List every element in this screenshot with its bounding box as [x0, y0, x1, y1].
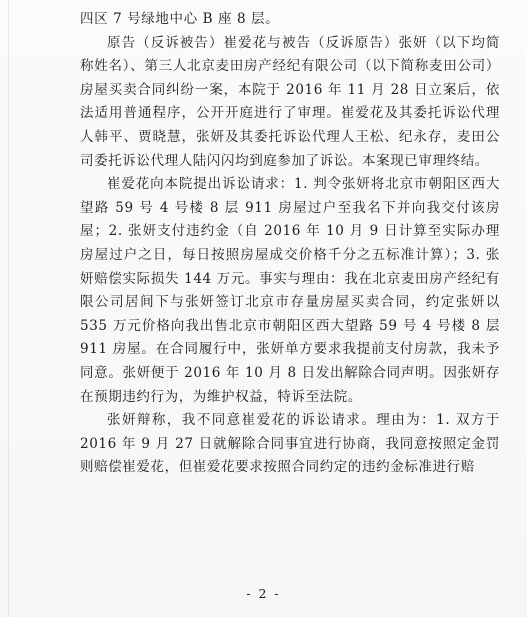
- page-number: - 2 -: [246, 586, 281, 601]
- paragraph-defendant-reply: 张妍辩称，我不同意崔爱花的诉讼请求。理由为：1. 双方于 2016 年 9 月 27 日就解除合同事宜进行协商，我同意按照定金罚则赔偿崔爱花，但崔爱花要求按照合同约定的违约金标准进行赔: [80, 412, 500, 476]
- page-edge-line: [8, 0, 9, 617]
- document-body: [80, 8, 500, 480]
- paragraph-case-intro: 原告（反诉被告）崔爱花与被告（反诉原告）张妍（以下均简称姓名）、第三人北京麦田房产经纪有限公司（以下简称麦田公司）房屋买卖合同纠纷一案，本院于 2016 年 11 月 28 日立案后，依法适用普通程序，公开开庭进行了审理。崔爱花及其委托诉讼代理人韩平、贾晓慧，张妍及其委托诉讼代理人王松、纪永存，麦田公司委托诉讼代理人陆闪闪均到庭参加了诉讼。本案现已审理终结。: [80, 34, 500, 169]
- paragraph-plaintiff-claims: 崔爱花向本院提出诉讼请求：1. 判令张妍将北京市朝阳区西大望路 59 号 4 号楼 8 层 911 房屋过户至我名下并向我交付该房屋；2. 张妍支付违约金（自 2016 年 10 月 9 日计算至实际办理房屋过户之日，每日按照房屋成交价格千分之五标准计算）；3. 张妍赔偿实际损失 144 万元。事实与理由：我在北京麦田房产经纪有限公司居间下与张妍签订北京市存量房屋买卖合同，约定张妍以 535 万元价格向我出售北京市朝阳区西大望路 59 号 4 号楼 8 层 911 房屋。在合同履行中，张妍单方要求我提前支付房款，我未予同意。张妍便于 2016 年 10 月 8 日发出解除合同声明。因张妍存在预期违约行为，为维护权益，特诉至法院。: [80, 176, 500, 405]
- paragraph-address-continuation: 四区 7 号绿地中心 B 座 8 层。: [80, 11, 280, 27]
